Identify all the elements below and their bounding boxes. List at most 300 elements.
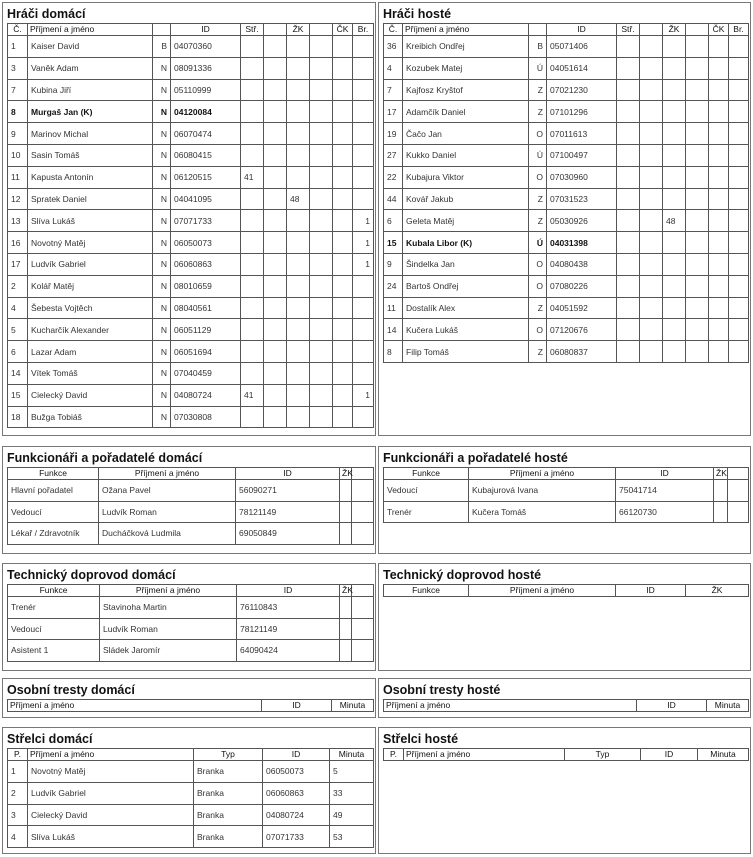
- table-cell: [287, 341, 310, 363]
- table-cell: [310, 210, 333, 232]
- table-cell: Branka: [194, 761, 263, 783]
- table-cell: [729, 210, 749, 232]
- table-cell: 08091336: [171, 57, 241, 79]
- home-officials-table: [7, 467, 374, 545]
- table-cell: 6: [384, 210, 403, 232]
- table-cell: [310, 123, 333, 145]
- table-cell: O: [529, 253, 547, 275]
- table-cell: [686, 36, 709, 58]
- table-cell: 5: [8, 319, 28, 341]
- column-header: Br.: [729, 24, 749, 36]
- table-cell: 6: [8, 341, 28, 363]
- column-header: Příjmení a jméno: [8, 700, 262, 712]
- table-cell: N: [153, 166, 171, 188]
- player-row: [8, 253, 374, 275]
- table-cell: 1: [353, 384, 374, 406]
- table-cell: 1: [353, 210, 374, 232]
- table-cell: [333, 341, 353, 363]
- player-row: [8, 79, 374, 101]
- table-cell: [663, 188, 686, 210]
- table-cell: [287, 232, 310, 254]
- table-cell: 07120676: [547, 319, 617, 341]
- table-cell: [310, 319, 333, 341]
- table-cell: [353, 341, 374, 363]
- column-header: ŽK: [340, 585, 352, 597]
- column-header: Č.: [8, 24, 28, 36]
- home-scorers-table: [7, 748, 374, 848]
- table-cell: 06080415: [171, 144, 241, 166]
- table-cell: [241, 188, 264, 210]
- table-cell: 07011613: [547, 123, 617, 145]
- table-cell: [729, 319, 749, 341]
- table-cell: [729, 188, 749, 210]
- home-penalties-panel: [2, 678, 376, 718]
- table-cell: [686, 232, 709, 254]
- table-cell: Cielecký David: [28, 804, 194, 826]
- table-cell: [709, 232, 729, 254]
- table-cell: [264, 341, 287, 363]
- table-cell: [333, 210, 353, 232]
- table-cell: 3: [8, 57, 28, 79]
- table-cell: N: [153, 406, 171, 428]
- table-cell: 07071733: [171, 210, 241, 232]
- table-cell: [310, 275, 333, 297]
- table-cell: [686, 101, 709, 123]
- table-cell: Z: [529, 79, 547, 101]
- table-cell: 78121149: [237, 618, 340, 640]
- table-cell: [663, 144, 686, 166]
- table-cell: 76110843: [237, 597, 340, 619]
- table-cell: 05110999: [171, 79, 241, 101]
- table-cell: [287, 57, 310, 79]
- table-cell: Kolář Matěj: [28, 275, 153, 297]
- table-cell: Kapusta Antonín: [28, 166, 153, 188]
- column-header: Typ: [194, 749, 263, 761]
- table-cell: Slíva Lukáš: [28, 826, 194, 848]
- table-cell: Kubala Libor (K): [403, 232, 529, 254]
- column-header: ID: [171, 24, 241, 36]
- table-cell: [709, 319, 729, 341]
- table-cell: [709, 166, 729, 188]
- player-row: [384, 275, 749, 297]
- table-cell: Ducháčková Ludmila: [99, 523, 236, 545]
- table-cell: [287, 101, 310, 123]
- table-cell: [241, 36, 264, 58]
- table-cell: N: [153, 210, 171, 232]
- table-cell: 1: [353, 232, 374, 254]
- table-cell: [340, 618, 352, 640]
- table-cell: [264, 362, 287, 384]
- table-cell: [333, 406, 353, 428]
- player-row: [8, 210, 374, 232]
- table-cell: N: [153, 341, 171, 363]
- table-cell: N: [153, 123, 171, 145]
- away-officials-title: Funkcionáři a pořadatelé hosté: [383, 451, 568, 465]
- table-cell: 04051614: [547, 57, 617, 79]
- table-cell: Vedoucí: [8, 618, 100, 640]
- table-cell: 12: [8, 188, 28, 210]
- table-cell: Šindelka Jan: [403, 253, 529, 275]
- table-cell: [353, 406, 374, 428]
- scorer-row: [8, 761, 374, 783]
- table-cell: Z: [529, 297, 547, 319]
- table-cell: 11: [8, 166, 28, 188]
- home-players-table: [7, 23, 374, 428]
- player-row: [384, 144, 749, 166]
- table-cell: N: [153, 319, 171, 341]
- table-cell: 1: [353, 253, 374, 275]
- table-cell: [686, 123, 709, 145]
- table-cell: [287, 362, 310, 384]
- table-cell: Z: [529, 341, 547, 363]
- away-players-panel: [378, 2, 751, 436]
- player-row: [8, 406, 374, 428]
- table-cell: [310, 341, 333, 363]
- table-cell: Branka: [194, 826, 263, 848]
- table-cell: [709, 123, 729, 145]
- column-header: Příjmení a jméno: [384, 700, 637, 712]
- column-header: [529, 24, 547, 36]
- table-cell: 64090424: [237, 640, 340, 662]
- table-cell: 06051694: [171, 341, 241, 363]
- header-row: [384, 24, 749, 36]
- table-cell: [310, 406, 333, 428]
- table-cell: N: [153, 297, 171, 319]
- header-row: [8, 585, 374, 597]
- table-cell: 18: [8, 406, 28, 428]
- table-cell: [310, 144, 333, 166]
- table-cell: Geleta Matěj: [403, 210, 529, 232]
- column-header: Funkce: [384, 585, 469, 597]
- table-cell: [241, 144, 264, 166]
- table-cell: [617, 57, 640, 79]
- column-header: ŽK: [287, 24, 310, 36]
- table-cell: Ú: [529, 57, 547, 79]
- table-cell: [310, 253, 333, 275]
- table-cell: 5: [330, 761, 374, 783]
- home-tech-table: [7, 584, 374, 662]
- table-cell: Kubajurová Ivana: [469, 480, 616, 502]
- table-cell: 07030960: [547, 166, 617, 188]
- staff-row: [8, 523, 374, 545]
- column-header: ŽK: [714, 468, 728, 480]
- table-cell: [352, 480, 374, 502]
- table-cell: B: [153, 36, 171, 58]
- table-cell: N: [153, 57, 171, 79]
- table-cell: [287, 253, 310, 275]
- column-header: ID: [263, 749, 330, 761]
- column-header: [352, 468, 374, 480]
- column-header: Minuta: [332, 700, 374, 712]
- table-cell: [340, 640, 352, 662]
- table-cell: [640, 341, 663, 363]
- table-cell: Ú: [529, 232, 547, 254]
- table-cell: 08040561: [171, 297, 241, 319]
- column-header: ID: [616, 468, 714, 480]
- column-header: Příjmení a jméno: [469, 468, 616, 480]
- table-cell: Kaiser David: [28, 36, 153, 58]
- table-cell: 04120084: [171, 101, 241, 123]
- table-cell: [287, 406, 310, 428]
- table-cell: Murgaš Jan (K): [28, 101, 153, 123]
- table-cell: [264, 166, 287, 188]
- player-row: [8, 362, 374, 384]
- table-cell: 13: [8, 210, 28, 232]
- table-cell: [333, 166, 353, 188]
- table-cell: [729, 144, 749, 166]
- table-cell: [241, 210, 264, 232]
- column-header: ID: [641, 749, 698, 761]
- table-cell: N: [153, 79, 171, 101]
- table-cell: [728, 480, 749, 502]
- table-cell: B: [529, 36, 547, 58]
- table-cell: [287, 79, 310, 101]
- header-row: [384, 749, 749, 761]
- column-header: P.: [8, 749, 28, 761]
- table-cell: [709, 57, 729, 79]
- column-header: Minuta: [707, 700, 749, 712]
- header-row: [8, 24, 374, 36]
- table-cell: [264, 297, 287, 319]
- table-cell: [352, 523, 374, 545]
- staff-row: [8, 597, 374, 619]
- table-cell: [353, 79, 374, 101]
- table-cell: 17: [8, 253, 28, 275]
- table-cell: [287, 297, 310, 319]
- table-cell: [241, 253, 264, 275]
- table-cell: N: [153, 384, 171, 406]
- table-cell: 06051129: [171, 319, 241, 341]
- table-cell: O: [529, 166, 547, 188]
- table-cell: Vítek Tomáš: [28, 362, 153, 384]
- table-cell: [663, 166, 686, 188]
- table-cell: [709, 188, 729, 210]
- column-header: Typ: [565, 749, 641, 761]
- table-cell: [333, 232, 353, 254]
- player-row: [8, 166, 374, 188]
- table-cell: [352, 501, 374, 523]
- table-cell: [729, 166, 749, 188]
- table-cell: [352, 618, 374, 640]
- table-cell: [709, 210, 729, 232]
- table-cell: Z: [529, 210, 547, 232]
- table-cell: [333, 297, 353, 319]
- table-cell: [353, 275, 374, 297]
- table-cell: 17: [384, 101, 403, 123]
- table-cell: [264, 210, 287, 232]
- table-cell: [333, 275, 353, 297]
- table-cell: [709, 144, 729, 166]
- table-cell: [640, 166, 663, 188]
- table-cell: [640, 101, 663, 123]
- table-cell: 04080724: [263, 804, 330, 826]
- table-cell: [729, 79, 749, 101]
- table-cell: [714, 501, 728, 523]
- table-cell: Branka: [194, 804, 263, 826]
- table-cell: 27: [384, 144, 403, 166]
- player-row: [8, 232, 374, 254]
- table-cell: 33: [330, 782, 374, 804]
- table-cell: [333, 144, 353, 166]
- header-row: [384, 468, 749, 480]
- player-row: [384, 57, 749, 79]
- staff-row: [8, 618, 374, 640]
- table-cell: 07030808: [171, 406, 241, 428]
- table-cell: [287, 166, 310, 188]
- table-cell: 48: [663, 210, 686, 232]
- table-cell: Ludvík Gabriel: [28, 782, 194, 804]
- table-cell: 66120730: [616, 501, 714, 523]
- table-cell: Kajfosz Kryštof: [403, 79, 529, 101]
- table-cell: [640, 144, 663, 166]
- table-cell: [264, 384, 287, 406]
- table-cell: Novotný Matěj: [28, 761, 194, 783]
- home-penalties-table: [7, 699, 374, 712]
- table-cell: [663, 275, 686, 297]
- table-cell: [640, 57, 663, 79]
- header-row: [384, 585, 749, 597]
- table-cell: [333, 253, 353, 275]
- table-cell: 1: [8, 761, 28, 783]
- table-cell: [729, 253, 749, 275]
- table-cell: [241, 232, 264, 254]
- table-cell: [310, 57, 333, 79]
- table-cell: [640, 253, 663, 275]
- table-cell: 11: [384, 297, 403, 319]
- table-cell: Ludvík Gabriel: [28, 253, 153, 275]
- column-header: ID: [547, 24, 617, 36]
- column-header: [352, 585, 374, 597]
- home-officials-panel: [2, 446, 376, 554]
- player-row: [8, 384, 374, 406]
- table-cell: [617, 341, 640, 363]
- table-cell: [686, 166, 709, 188]
- player-row: [384, 188, 749, 210]
- table-cell: [617, 253, 640, 275]
- column-header: Příjmení a jméno: [28, 24, 153, 36]
- table-cell: Bartoš Ondřej: [403, 275, 529, 297]
- table-cell: 8: [8, 101, 28, 123]
- home-officials-title: Funkcionáři a pořadatelé domácí: [7, 451, 203, 465]
- table-cell: [663, 123, 686, 145]
- staff-row: [384, 501, 749, 523]
- table-cell: 24: [384, 275, 403, 297]
- table-cell: Adamčík Daniel: [403, 101, 529, 123]
- player-row: [8, 101, 374, 123]
- header-row: [8, 468, 374, 480]
- home-tech-title: Technický doprovod domácí: [7, 568, 176, 582]
- table-cell: N: [153, 275, 171, 297]
- table-cell: 1: [8, 36, 28, 58]
- away-officials-table: [383, 467, 749, 523]
- staff-row: [8, 480, 374, 502]
- scorer-row: [8, 804, 374, 826]
- table-cell: [617, 297, 640, 319]
- player-row: [384, 210, 749, 232]
- table-cell: 08010659: [171, 275, 241, 297]
- table-cell: [617, 319, 640, 341]
- column-header: Br.: [353, 24, 374, 36]
- table-cell: Kucharčík Alexander: [28, 319, 153, 341]
- table-cell: [264, 79, 287, 101]
- table-cell: [264, 101, 287, 123]
- table-cell: [617, 275, 640, 297]
- table-cell: [264, 123, 287, 145]
- table-cell: [729, 232, 749, 254]
- table-cell: [353, 123, 374, 145]
- staff-row: [8, 640, 374, 662]
- table-cell: 49: [330, 804, 374, 826]
- table-cell: [241, 406, 264, 428]
- table-cell: [264, 188, 287, 210]
- table-cell: [714, 480, 728, 502]
- column-header: [728, 468, 749, 480]
- table-cell: [640, 188, 663, 210]
- table-cell: [729, 101, 749, 123]
- table-cell: Vedoucí: [8, 501, 99, 523]
- table-cell: [340, 480, 352, 502]
- table-cell: 9: [384, 253, 403, 275]
- column-header: [640, 24, 663, 36]
- column-header: P.: [384, 749, 404, 761]
- table-cell: N: [153, 144, 171, 166]
- table-cell: [241, 362, 264, 384]
- away-scorers-table: [383, 748, 749, 761]
- table-cell: [663, 57, 686, 79]
- table-cell: 07021230: [547, 79, 617, 101]
- header-row: [8, 700, 374, 712]
- table-cell: 04041095: [171, 188, 241, 210]
- column-header: Příjmení a jméno: [100, 585, 237, 597]
- table-cell: [686, 144, 709, 166]
- column-header: ID: [236, 468, 340, 480]
- column-header: Stř.: [241, 24, 264, 36]
- table-cell: Kovář Jakub: [403, 188, 529, 210]
- table-cell: [617, 188, 640, 210]
- staff-row: [8, 501, 374, 523]
- table-cell: Trenér: [8, 597, 100, 619]
- table-cell: [264, 275, 287, 297]
- table-cell: 05030926: [547, 210, 617, 232]
- table-cell: [640, 123, 663, 145]
- column-header: Příjmení a jméno: [469, 585, 616, 597]
- table-cell: [352, 640, 374, 662]
- column-header: Příjmení a jméno: [404, 749, 565, 761]
- table-cell: [353, 297, 374, 319]
- table-cell: 19: [384, 123, 403, 145]
- table-cell: [333, 319, 353, 341]
- table-cell: Bužga Tobiáš: [28, 406, 153, 428]
- table-cell: 14: [8, 362, 28, 384]
- table-cell: [287, 123, 310, 145]
- table-cell: [640, 79, 663, 101]
- table-cell: [241, 79, 264, 101]
- table-cell: [310, 166, 333, 188]
- table-cell: [264, 57, 287, 79]
- column-header: ID: [237, 585, 340, 597]
- home-tech-panel: [2, 563, 376, 671]
- home-scorers-panel: [2, 727, 376, 854]
- player-row: [8, 341, 374, 363]
- table-cell: [663, 297, 686, 319]
- player-row: [8, 123, 374, 145]
- table-cell: Ludvík Roman: [99, 501, 236, 523]
- player-row: [384, 101, 749, 123]
- table-cell: Kučera Lukáš: [403, 319, 529, 341]
- column-header: Příjmení a jméno: [403, 24, 529, 36]
- table-cell: [663, 79, 686, 101]
- table-cell: 53: [330, 826, 374, 848]
